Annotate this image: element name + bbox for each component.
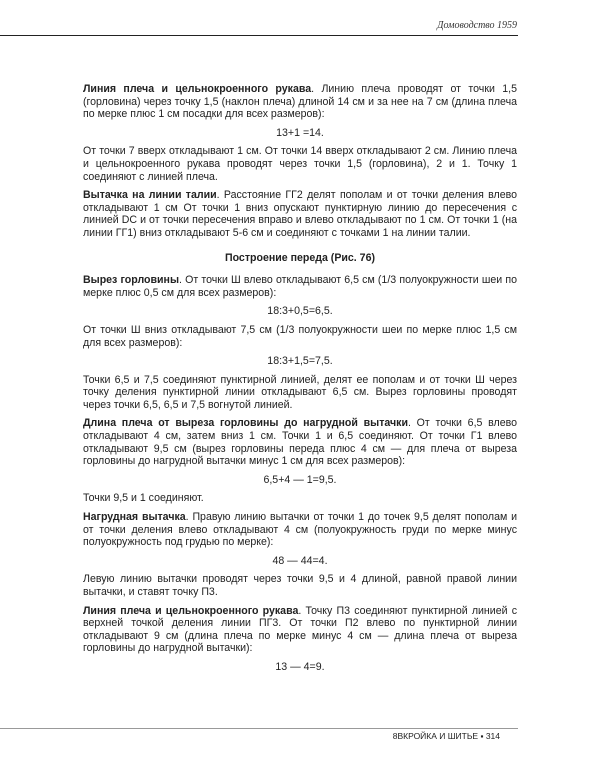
paragraph-text: От точки 7 вверх откладывают 1 см. От точки 14 вверх откладывают 2 см. Линию плеча и цельнокроенного рукава проводят через точки 1,5 (горловина), 2 и 1. Точку 1 соединяют с линией плеча.	[83, 145, 517, 183]
paragraph	[83, 274, 517, 299]
paragraph	[83, 145, 517, 183]
paragraph	[83, 417, 517, 467]
paragraph	[83, 492, 517, 505]
formula: 13 — 4=9.	[275, 660, 325, 673]
paragraph-lead: Вырез горловины	[83, 274, 179, 287]
paragraph	[83, 573, 517, 598]
page-body	[83, 83, 517, 680]
running-header: Домоводство 1959	[437, 20, 517, 31]
paragraph-text: . Расстояние ГГ2 делят пополам и от точки деления влево откладывают 1 см От точки 1 вниз опускают пунктирную линию до пересечения с линией DC и от точки пересечения вправо и влево откладывают по 1 см. От точки 1 (на линии ГГ1) вниз откладывают 5-6 см и соединяют с точками 1 на линии талии.	[83, 189, 517, 239]
paragraph-lead: Линия плеча и цельнокроенного рукава	[83, 83, 312, 95]
formula: 48 — 44=4.	[272, 554, 328, 567]
header-divider	[0, 35, 518, 36]
footer-divider	[0, 728, 518, 729]
section-heading: Построение переда (Рис. 76)	[224, 251, 375, 264]
formula: 13+1 =14.	[276, 126, 324, 139]
paragraph-text: . Точку П3 соединяют пунктирной линией с верхней точкой деления линии ПГ3. От точки П2 влево по пунктирной линии откладывают 9 см (длина плеча по мерке минус 4 см — длина плеча от выреза горловины до нагрудной вытачки):	[83, 604, 517, 655]
paragraph-text: . От точки 6,5 влево откладывают 4 см, затем вниз 1 см. Точки 1 и 6,5 соединяют. От точки Г1 влево откладывают 9,5 см (вырез горловины переда плюс 4 см — для плеча от выреза горловины до нагрудной вытачки минус 1 см для всех размеров):	[83, 417, 517, 468]
page-footer: 8ВКРОЙКА И ШИТЬЕ ▪ 314	[392, 731, 500, 741]
paragraph-text: Левую линию вытачки проводят через точки 9,5 и 4 длиной, равной правой линии вытачки, и ставят точку П3.	[83, 573, 517, 598]
paragraph-text: Точки 9,5 и 1 соединяют.	[83, 492, 204, 505]
paragraph	[83, 605, 517, 655]
paragraph-text: От точки Ш вниз откладывают 7,5 см (1/3 полуокружности шеи по мерке плюс 1,5 см для всех размеров):	[83, 323, 517, 349]
paragraph-lead: Нагрудная вытачка	[83, 511, 186, 524]
paragraph	[83, 189, 517, 239]
paragraph	[83, 83, 517, 121]
paragraph-text: . Правую линию вытачки от точки 1 до точек 9,5 делят пополам и от точки деления влево откладывают 4 см (полуокружность груди по мерке минус полуокружность под грудью по мерке):	[83, 511, 517, 549]
paragraph	[83, 374, 517, 412]
paragraph-text: . От точки Ш влево откладывают 6,5 см (1/3 полуокружности шеи по мерке плюс 0,5 см для всех размеров):	[83, 274, 517, 299]
formula: 18:3+0,5=6,5.	[267, 305, 333, 318]
paragraph-text: . Линию плеча проводят от точки 1,5 (горловина) через точку 1,5 (наклон плеча) длиной 14 см и за нее на 7 см (длина плеча по мерке плюс 1 см посадки для всех размеров):	[83, 83, 517, 121]
formula: 6,5+4 — 1=9,5.	[263, 473, 337, 486]
paragraph	[83, 324, 517, 349]
formula: 18:3+1,5=7,5.	[267, 355, 333, 368]
paragraph-lead: Линия плеча и цельнокроенного рукава	[83, 604, 299, 617]
paragraph	[83, 511, 517, 549]
paragraph-lead: Вытачка на линии талии	[83, 189, 217, 202]
paragraph-lead: Длина плеча от выреза горловины до нагрудной вытачки	[83, 417, 408, 430]
paragraph-text: Точки 6,5 и 7,5 соединяют пунктирной линией, делят ее пополам и от точки Ш через точку деления пунктирной линии откладывают 6,5 см. Вырез горловины проводят через точки 6,5, 6,5 и 7,5 вогнутой линией.	[83, 373, 517, 411]
